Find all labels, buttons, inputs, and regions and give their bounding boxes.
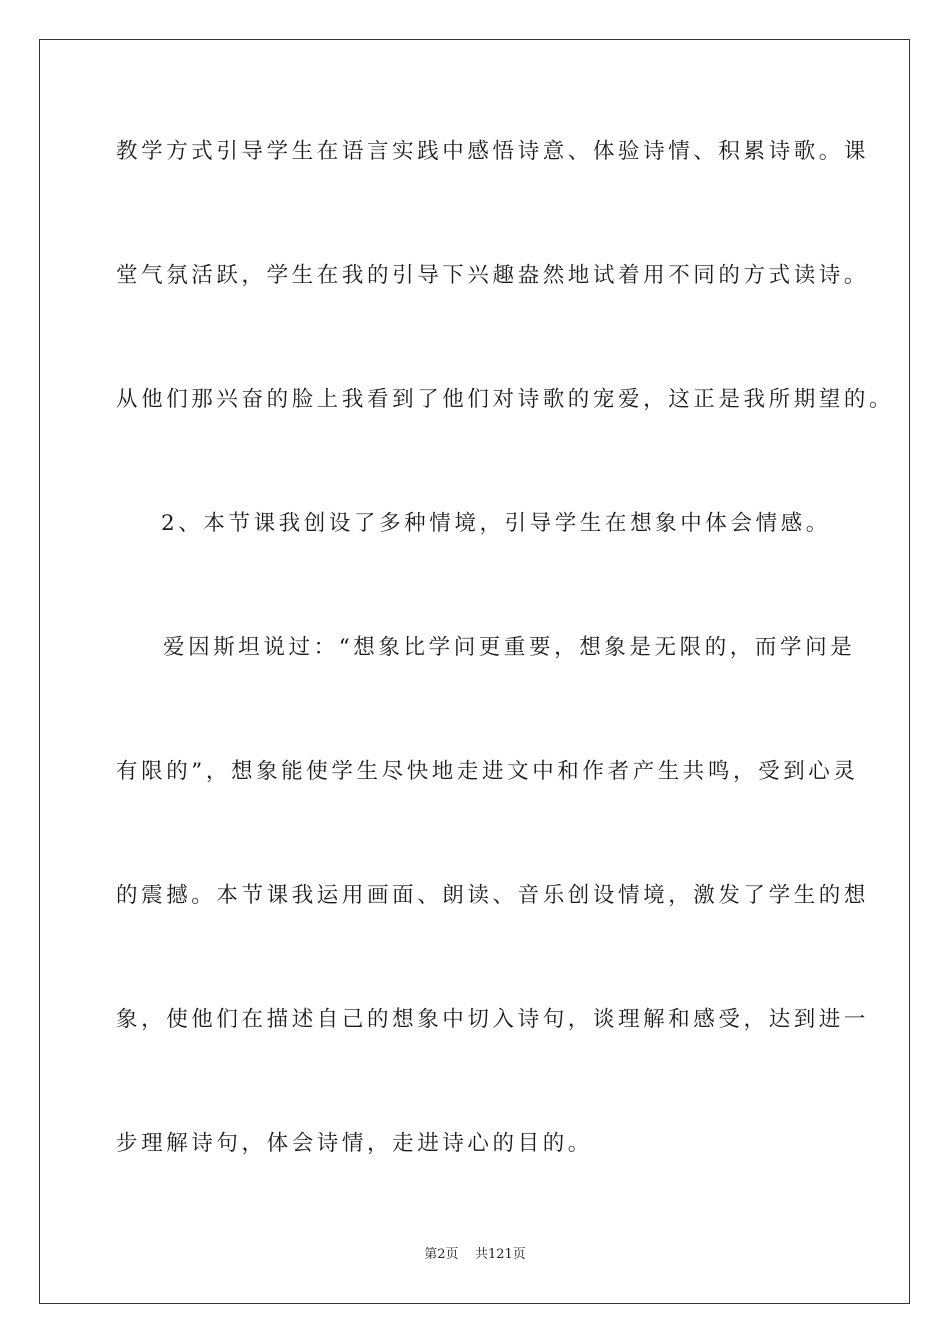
body-line-8: 象，使他们在描述自己的想象中切入诗句，谈理解和感受，达到进一: [116, 1007, 870, 1032]
section-heading-2: 2、本节课我创设了多种情境，引导学生在想象中体会情感。: [161, 511, 831, 536]
body-line-1: 教学方式引导学生在语言实践中感悟诗意、体验诗情、积累诗歌。课: [116, 139, 870, 164]
body-line-7: 的震撼。本节课我运用画面、朗读、音乐创设情境，激发了学生的想: [116, 883, 870, 908]
body-line-2: 堂气氛活跃，学生在我的引导下兴趣盎然地试着用不同的方式读诗。: [116, 263, 870, 288]
body-line-3: 从他们那兴奋的脸上我看到了他们对诗歌的宠爱，这正是我所期望的。: [116, 387, 895, 412]
body-line-9: 步理解诗句，体会诗情，走进诗心的目的。: [116, 1131, 593, 1156]
page-number-footer: 第2页 共121页: [424, 1247, 526, 1262]
page-border: [39, 39, 910, 1304]
body-line-5: 爱因斯坦说过：“想象比学问更重要，想象是无限的，而学问是: [163, 635, 856, 660]
body-line-6: 有限的”，想象能使学生尽快地走进文中和作者产生共鸣，受到心灵: [116, 759, 859, 784]
